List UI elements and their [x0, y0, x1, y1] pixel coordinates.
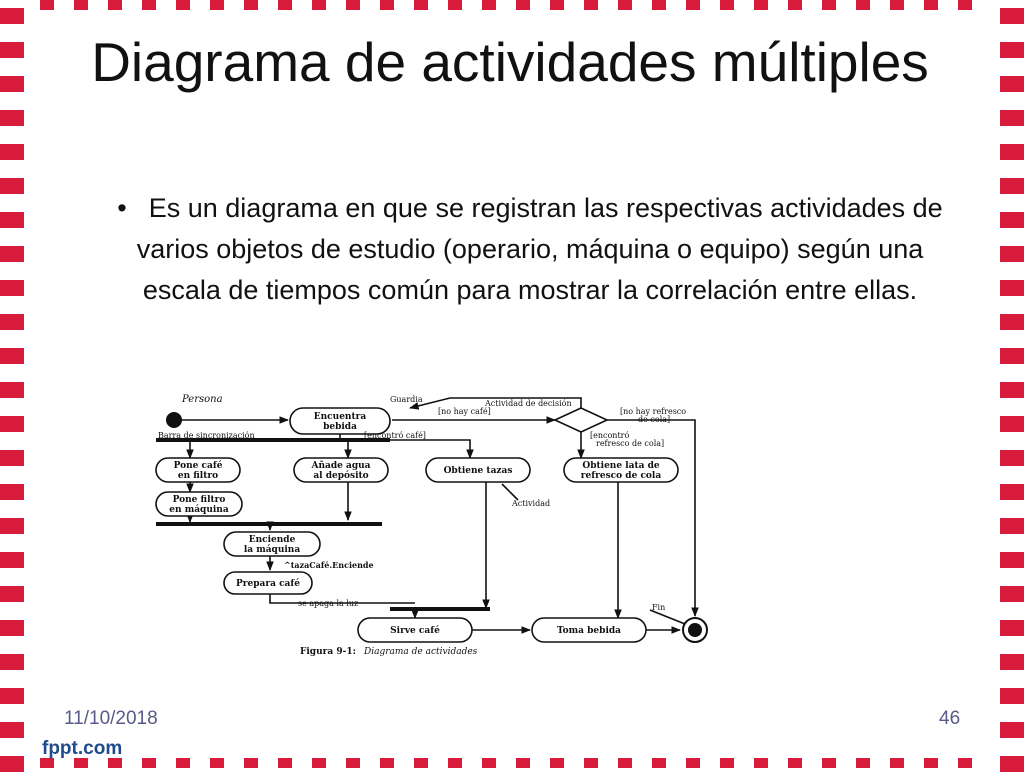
border-dash: [516, 758, 530, 768]
label-no-hay-refresco-2: de cola]: [638, 415, 671, 424]
border-dash: [0, 722, 24, 738]
border-dash: [1000, 620, 1024, 636]
border-dash: [380, 758, 394, 768]
border-dash: [482, 0, 496, 10]
bullet-marker: •: [117, 193, 127, 223]
border-dash: [142, 758, 156, 768]
text-tazas: Obtiene tazas: [443, 466, 513, 476]
label-no-hay-refresco-1: [no hay refresco: [620, 407, 687, 416]
border-dash: [74, 0, 88, 10]
border-dash: [822, 758, 836, 768]
border-dash: [890, 0, 904, 10]
border-dash: [1000, 144, 1024, 160]
border-dash: [584, 0, 598, 10]
border-dash: [1000, 382, 1024, 398]
border-dash: [0, 8, 24, 24]
text-pone-cafe-2: en filtro: [177, 471, 219, 481]
border-dash: [1000, 348, 1024, 364]
footer-date: 11/10/2018: [64, 708, 158, 729]
border-dash: [584, 758, 598, 768]
border-dash: [0, 382, 24, 398]
border-dash: [0, 314, 24, 330]
border-dash: [924, 758, 938, 768]
border-dash: [0, 42, 24, 58]
border-dash: [0, 484, 24, 500]
label-guardia: Guardia: [390, 395, 423, 404]
border-dash: [312, 0, 326, 10]
bullet-item: [100, 188, 960, 311]
border-dash: [448, 758, 462, 768]
border-dash: [244, 0, 258, 10]
label-evento: ^tazaCafé.Enciende: [284, 560, 374, 570]
border-dash: [414, 0, 428, 10]
border-dash: [210, 0, 224, 10]
text-prepara: Prepara café: [236, 579, 300, 589]
border-dash: [686, 758, 700, 768]
text-lata-2: refresco de cola: [580, 471, 662, 481]
decorative-border-right: [1000, 0, 1024, 768]
border-dash: [346, 0, 360, 10]
bullet-text: Es un diagrama en que se registran las respectivas actividades de varios objetos de estudio (operario, máquina o equipo) según una escala de tiempos común para mostrar la correlación entre ellas.: [136, 193, 943, 305]
border-dash: [0, 552, 24, 568]
border-dash: [0, 178, 24, 194]
border-dash: [0, 76, 24, 92]
border-dash: [958, 758, 972, 768]
text-toma: Toma bebida: [556, 626, 622, 636]
border-dash: [0, 688, 24, 704]
decorative-border-left: [0, 0, 24, 768]
border-dash: [720, 0, 734, 10]
border-dash: [856, 0, 870, 10]
label-se-apaga: se apaga la luz: [298, 599, 359, 608]
border-dash: [686, 0, 700, 10]
border-dash: [652, 0, 666, 10]
border-dash: [1000, 314, 1024, 330]
border-dash: [0, 280, 24, 296]
border-dash: [1000, 586, 1024, 602]
border-dash: [448, 0, 462, 10]
text-anade-1: Añade agua: [311, 461, 371, 471]
label-persona: Persona: [182, 394, 223, 405]
border-dash: [0, 212, 24, 228]
border-dash: [754, 758, 768, 768]
border-dash: [0, 246, 24, 262]
border-dash: [788, 758, 802, 768]
border-dash: [176, 0, 190, 10]
border-dash: [516, 0, 530, 10]
slide-title: Diagrama de actividades múltiples: [91, 31, 929, 93]
footer-page-number: 46: [939, 708, 961, 729]
label-barra-sincronizacion: Barra de sincronización: [158, 431, 255, 440]
activity-diagram-figure: [150, 388, 720, 660]
border-dash: [1000, 212, 1024, 228]
border-dash: [822, 0, 836, 10]
label-actividad: Actividad: [512, 499, 551, 508]
border-dash: [720, 758, 734, 768]
border-dash: [550, 0, 564, 10]
border-dash: [856, 758, 870, 768]
border-dash: [1000, 722, 1024, 738]
border-dash: [618, 0, 632, 10]
border-dash: [1000, 178, 1024, 194]
border-dash: [482, 758, 496, 768]
border-dash: [0, 416, 24, 432]
text-encuentra-1: Encuentra: [313, 412, 367, 422]
footer-logo: fppt.com: [42, 738, 123, 759]
border-dash: [0, 586, 24, 602]
border-dash: [1000, 246, 1024, 262]
border-dash: [312, 758, 326, 768]
border-dash: [1000, 688, 1024, 704]
decision-diamond: [555, 408, 607, 432]
border-dash: [0, 620, 24, 636]
border-dash: [550, 758, 564, 768]
label-encontro-refresco-1: [encontró: [590, 431, 630, 440]
border-dash: [142, 0, 156, 10]
caption-italic: Diagrama de actividades: [364, 647, 478, 657]
border-dash: [0, 518, 24, 534]
text-filtro-1: Pone filtro: [172, 495, 226, 505]
border-dash: [1000, 484, 1024, 500]
border-dash: [1000, 280, 1024, 296]
border-dash: [1000, 110, 1024, 126]
border-dash: [380, 0, 394, 10]
decorative-border-top: [0, 0, 1024, 10]
text-filtro-2: en máquina: [169, 505, 229, 515]
border-dash: [0, 110, 24, 126]
border-dash: [414, 758, 428, 768]
border-dash: [108, 0, 122, 10]
border-dash: [40, 0, 54, 10]
border-dash: [1000, 416, 1024, 432]
border-dash: [1000, 450, 1024, 466]
border-dash: [1000, 518, 1024, 534]
border-dash: [176, 758, 190, 768]
border-dash: [278, 0, 292, 10]
border-dash: [1000, 552, 1024, 568]
border-dash: [1000, 42, 1024, 58]
label-actividad-decision: Actividad de decisión: [485, 399, 572, 408]
border-dash: [754, 0, 768, 10]
border-dash: [652, 758, 666, 768]
label-no-hay-cafe: [no hay café]: [438, 407, 491, 416]
label-encontro-refresco-2: refresco de cola]: [596, 439, 665, 448]
border-dash: [1000, 8, 1024, 24]
border-dash: [958, 0, 972, 10]
text-pone-cafe-1: Pone café: [173, 461, 223, 471]
border-dash: [0, 654, 24, 670]
border-dash: [210, 758, 224, 768]
border-dash: [244, 758, 258, 768]
text-lata-1: Obtiene lata de: [582, 461, 660, 471]
text-encuentra-2: bebida: [323, 422, 357, 432]
decorative-border-bottom: [0, 758, 1024, 768]
border-dash: [788, 0, 802, 10]
text-enciende-1: Enciende: [248, 535, 296, 545]
text-anade-2: al depósito: [313, 471, 369, 481]
text-enciende-2: la máquina: [243, 545, 301, 555]
border-dash: [618, 758, 632, 768]
label-encontro-cafe: [encontró café]: [364, 431, 426, 440]
caption-bold: Figura 9-1:: [300, 647, 356, 657]
border-dash: [0, 450, 24, 466]
label-fin: Fin: [652, 603, 666, 612]
border-dash: [346, 758, 360, 768]
border-dash: [924, 0, 938, 10]
border-dash: [890, 758, 904, 768]
text-sirve: Sirve café: [390, 626, 440, 636]
border-dash: [0, 348, 24, 364]
border-dash: [278, 758, 292, 768]
border-dash: [1000, 654, 1024, 670]
initial-node: [166, 412, 182, 428]
border-dash: [0, 144, 24, 160]
border-dash: [1000, 76, 1024, 92]
